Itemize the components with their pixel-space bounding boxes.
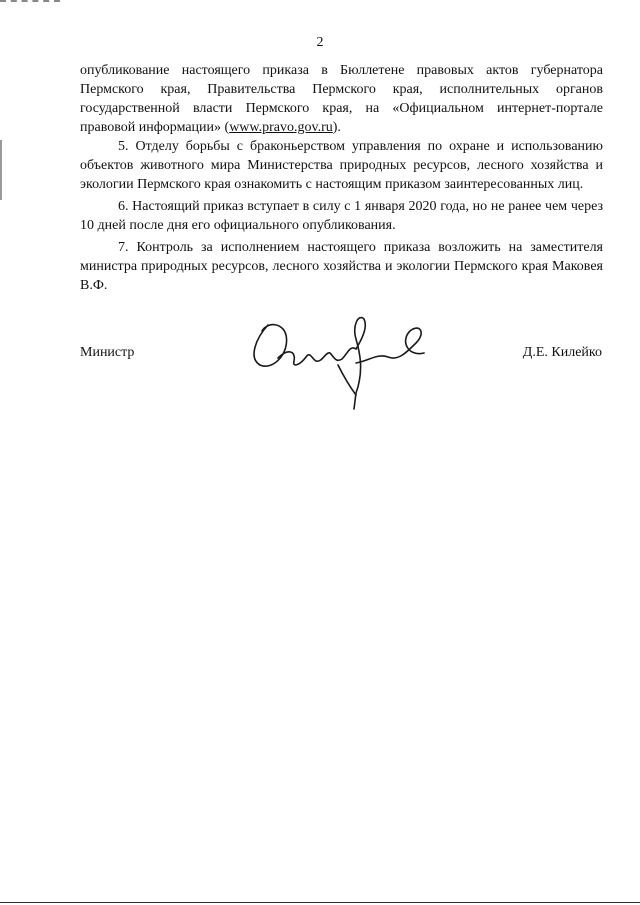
scan-edge-mark <box>0 140 2 200</box>
paragraph-4-continuation <box>80 61 603 137</box>
paragraph-7: 7. Контроль за исполнением настоящего приказа возложить на заместителя министра природных ресурсов, лесного хозяйства и экологии Пермского края Маковея В.Ф. <box>80 240 603 293</box>
scan-edge-mark <box>0 0 60 6</box>
paragraph-5: 5. Отделу борьбы с браконьерством управления по охране и использованию объектов животного мира Министерства природных ресурсов, лесного хозяйства и экологии Пермского края ознакомить с настоящим приказом заинтересованных лиц. <box>80 139 603 192</box>
document-body <box>80 61 603 295</box>
paragraph-6: 6. Настоящий приказ вступает в силу с 1 января 2020 года, но не ранее чем через 10 дней после дня его официального опубликования. <box>80 199 603 233</box>
signer-name: Д.Е. Килейко <box>522 345 602 360</box>
page-number: 2 <box>316 35 324 50</box>
pravo-link[interactable]: www.pravo.gov.ru <box>229 120 333 135</box>
scan-bottom-line <box>0 902 640 903</box>
paragraph-4-tail: ). <box>332 120 341 135</box>
handwritten-signature <box>238 313 438 413</box>
paragraph-4-text: опубликование настоящего приказа в Бюллетене правовых актов губернатора Пермского края, Правительства Пермского края, исполнительных органов государственной власти Пермского края, на «Официальном интернет-портале правовой информации» ( <box>80 63 603 135</box>
signer-title: Министр <box>80 345 135 360</box>
